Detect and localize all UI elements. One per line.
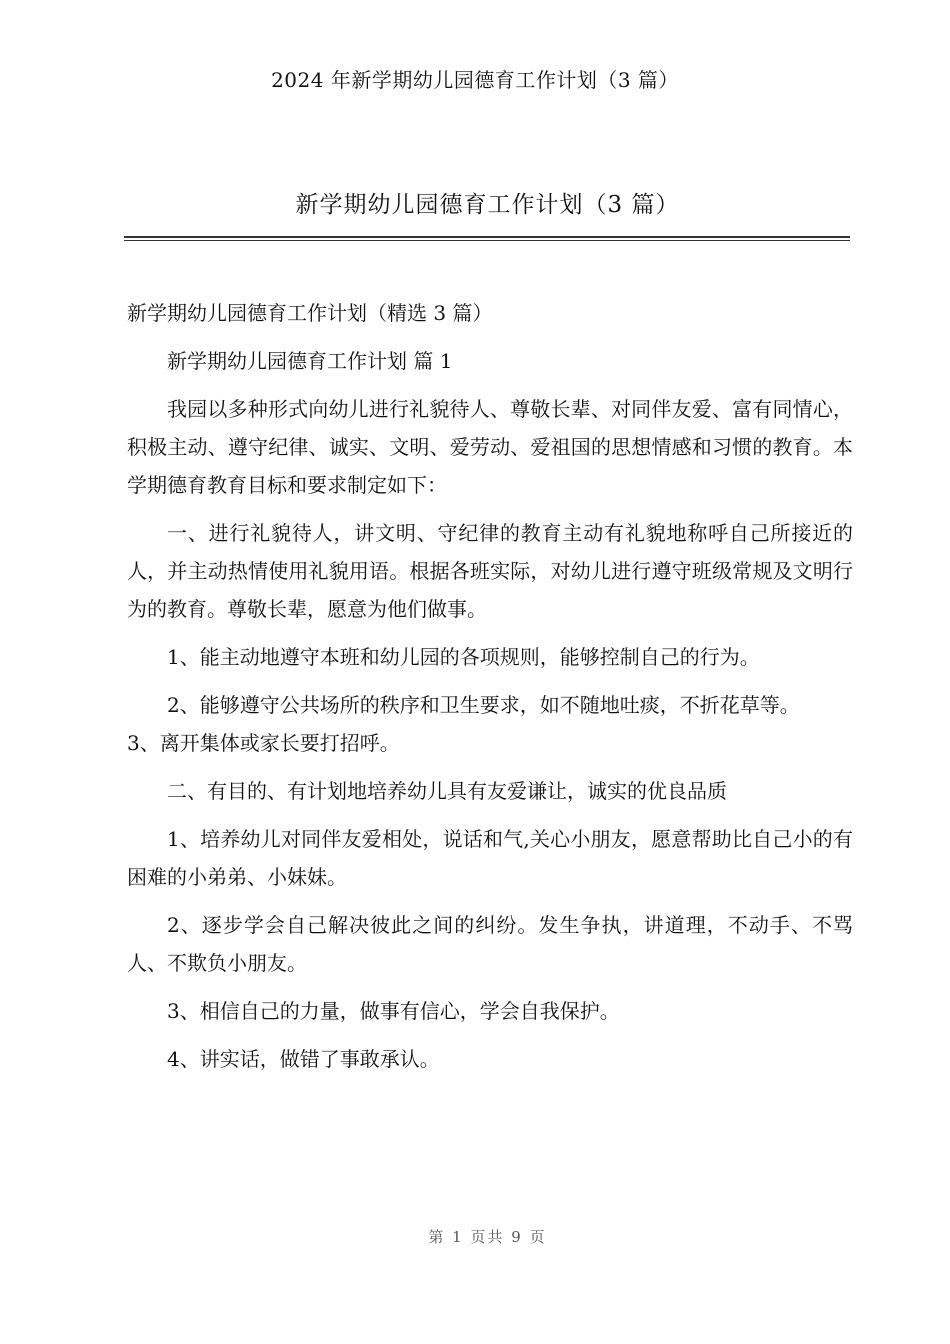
document-subtitle: 新学期幼儿园德育工作计划（精选 3 篇） <box>127 301 493 325</box>
list-item: 3、相信自己的力量，做事有信心，学会自我保护。 <box>167 999 620 1023</box>
running-header-title: 2024 年新学期幼儿园德育工作计划（3 篇） <box>271 68 679 92</box>
list-item: 1、培养幼儿对同伴友爱相处，说话和气,关心小朋友，愿意帮助比自己小的有困难的小弟弟、小妹妹。 <box>127 827 853 889</box>
list-item: 3、离开集体或家长要打招呼。 <box>127 731 400 755</box>
page-number-footer: 第 1 页共 9 页 <box>428 1228 547 1246</box>
document-title: 新学期幼儿园德育工作计划（3 篇） <box>295 192 680 218</box>
list-item: 2、能够遵守公共场所的秩序和卫生要求，如不随地吐痰，不折花草等。 <box>167 693 800 717</box>
list-item: 2、逐步学会自己解决彼此之间的纠纷。发生争执，讲道理，不动手、不骂人、不欺负小朋友。 <box>127 913 853 975</box>
section-heading: 新学期幼儿园德育工作计划 篇 1 <box>167 349 453 373</box>
body-paragraph: 我园以多种形式向幼儿进行礼貌待人、尊敬长辈、对同伴友爱、富有同情心，积极主动、遵守纪律、诚实、文明、爱劳动、爱祖国的思想情感和习惯的教育。本学期德育教育目标和要求制定如下： <box>127 397 853 497</box>
body-paragraph: 一、进行礼貌待人，讲文明、守纪律的教育主动有礼貌地称呼自己所接近的人，并主动热情使用礼貌用语。根据各班实际，对幼儿进行遵守班级常规及文明行为的教育。尊敬长辈，愿意为他们做事。 <box>127 521 853 621</box>
list-item: 4、讲实话，做错了事敢承认。 <box>167 1047 440 1071</box>
list-item: 1、能主动地遵守本班和幼儿园的各项规则，能够控制自己的行为。 <box>167 645 760 669</box>
document-body <box>127 294 853 1088</box>
title-underline-rule <box>124 236 850 241</box>
body-paragraph: 二、有目的、有计划地培养幼儿具有友爱谦让，诚实的优良品质 <box>167 779 727 803</box>
